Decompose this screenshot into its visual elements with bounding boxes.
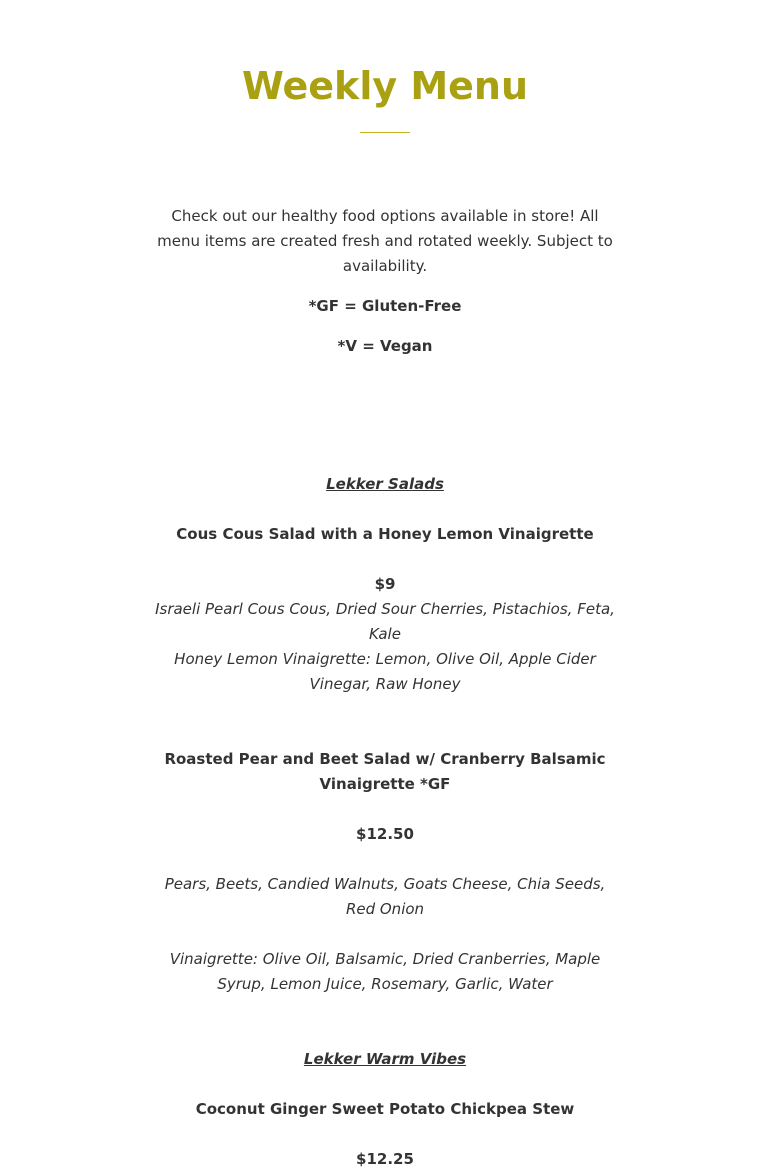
menu-item-name: Coconut Ginger Sweet Potato Chickpea Stew xyxy=(195,1100,575,1118)
section-heading-salads: Lekker Salads xyxy=(326,475,444,493)
menu-item-name: Cous Cous Salad with a Honey Lemon Vinaigrette xyxy=(176,525,594,543)
menu-content xyxy=(150,204,620,1168)
menu-item-ingredients: Pears, Beets, Candied Walnuts, Goats Cheese, Chia Seeds, Red Onion xyxy=(164,875,606,918)
title-divider xyxy=(360,132,410,133)
menu-item-dressing: Honey Lemon Vinaigrette: Lemon, Olive Oil, Apple Cider Vinegar, Raw Honey xyxy=(174,650,596,693)
menu-item-name: Roasted Pear and Beet Salad w/ Cranberry Balsamic Vinaigrette *GF xyxy=(164,750,606,793)
page-title: Weekly Menu xyxy=(241,64,529,108)
section-heading-warm-vibes: Lekker Warm Vibes xyxy=(303,1050,467,1068)
menu-item-price: $12.50 xyxy=(356,825,414,843)
legend-gluten-free: *GF = Gluten-Free xyxy=(308,297,462,315)
legend-vegan: *V = Vegan xyxy=(337,337,433,355)
intro-text: Check out our healthy food options available in store! All menu items are created fresh and rotated weekly. Subject to availability. xyxy=(157,207,613,275)
menu-item-ingredients: Israeli Pearl Cous Cous, Dried Sour Cherries, Pistachios, Feta, Kale xyxy=(155,600,615,643)
menu-item-price: $9 xyxy=(374,575,396,593)
menu-item-dressing: Vinaigrette: Olive Oil, Balsamic, Dried Cranberries, Maple Syrup, Lemon Juice, Rosemary, Garlic, Water xyxy=(169,950,601,993)
menu-item-price: $12.25 xyxy=(356,1150,414,1168)
